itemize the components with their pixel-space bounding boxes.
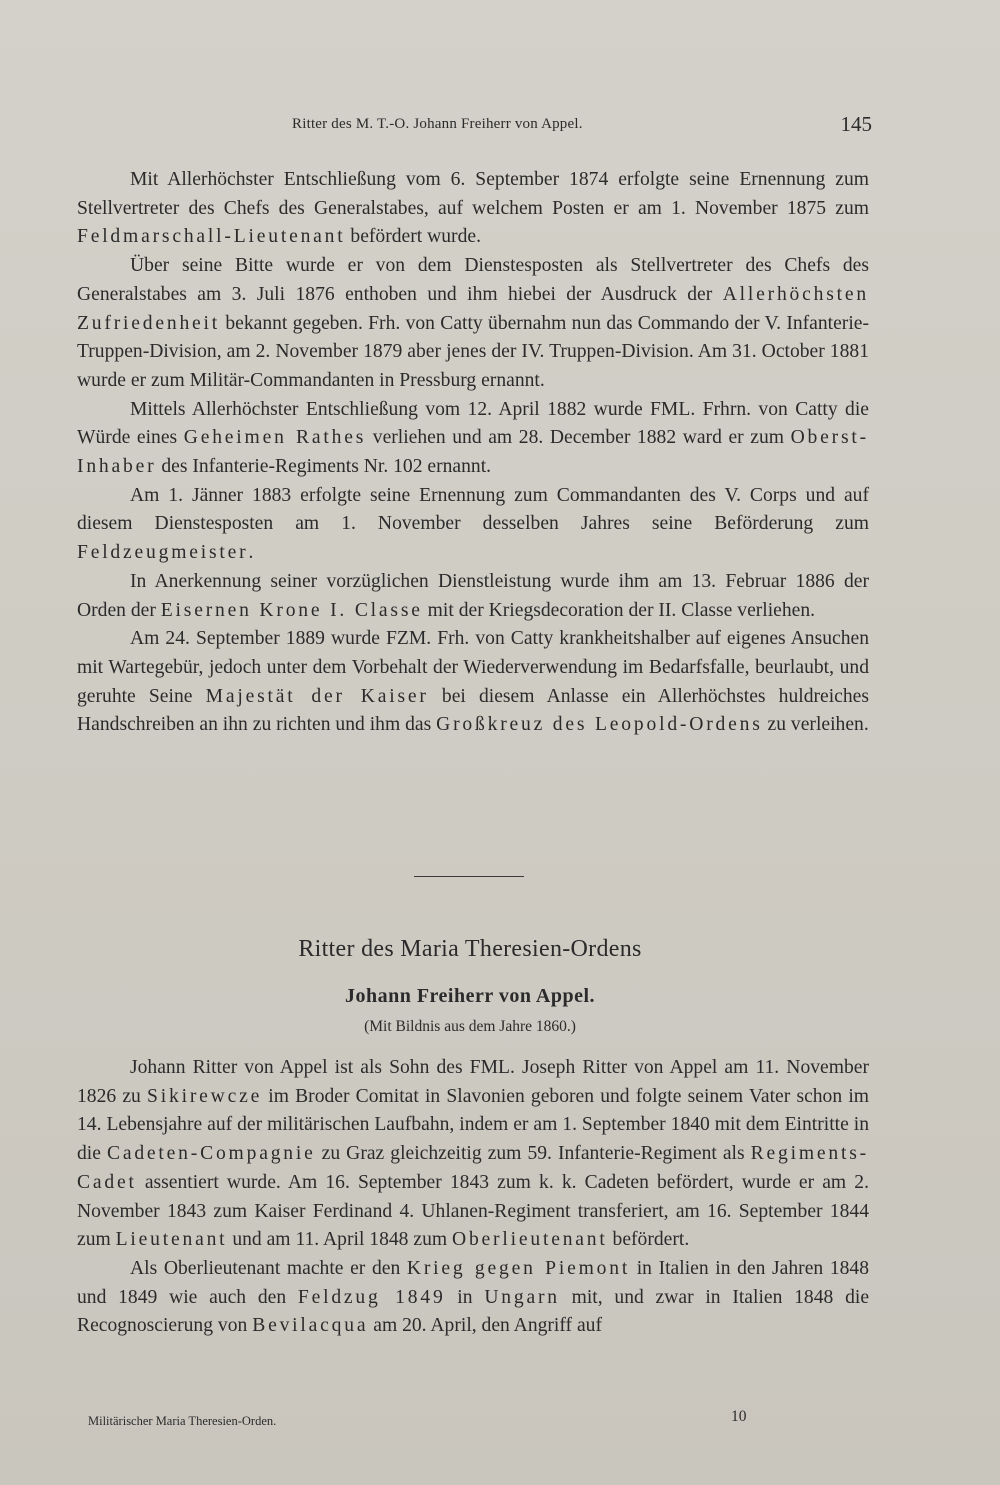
paragraph-4 <box>77 482 869 568</box>
spaced-term: Feldzug 1849 <box>297 1286 446 1308</box>
text-span: zu Graz gleichzeitig zum 59. Infanterie-Regiment als <box>315 1143 751 1165</box>
spaced-term: Bevilacqua <box>252 1315 369 1337</box>
text-span: im Broder Comitat in Slavonien geboren und folgte seinem Vater schon im 14. Lebensjahre auf der militärischen Laufbahn, indem er am 1. September 1840 mit dem Eintritte in die <box>77 1085 870 1165</box>
spaced-term: Oberlieutenant <box>452 1229 608 1251</box>
paragraph-5 <box>77 568 869 625</box>
portrait-note: (Mit Bildnis aus dem Jahre 1860.) <box>364 1018 576 1035</box>
lower-text-block <box>77 1054 869 1341</box>
page-number: 145 <box>840 112 872 136</box>
upper-text-block <box>77 166 869 740</box>
spaced-term: Geheimen Rathes <box>183 427 367 449</box>
text-span: Über seine Bitte wurde er von dem Dienstesposten als Stellvertreter des Chefs des Generalstabes am 3. Juli 1876 enthoben und ihm hiebei der Ausdruck der <box>77 255 869 305</box>
spaced-term: Ungarn <box>484 1286 560 1308</box>
text-span: Mittels Allerhöchster Entschließung vom 12. April 1882 wurde FML. Frhrn. von Catty die Würde eines <box>77 398 869 449</box>
text-span: am 20. April, den Angriff auf <box>368 1315 602 1337</box>
spaced-term: Sikirewcze <box>147 1085 263 1107</box>
text-span: In Anerkennung seiner vorzüglichen Dienstleistung wurde ihm am 13. Februar 1886 der Orden der <box>77 570 869 621</box>
text-span: . <box>248 542 254 564</box>
paragraph-7 <box>77 1054 869 1255</box>
text-span: befördert wurde. <box>345 226 481 248</box>
spaced-term: Cadeten-Compagnie <box>106 1143 316 1165</box>
running-header <box>292 112 872 140</box>
section-title: Ritter des Maria Theresien-Ordens <box>298 936 642 962</box>
spaced-term: Allerhöchsten Zufriedenheit <box>77 283 869 334</box>
paragraph-1 <box>77 166 869 252</box>
text-span: Mit Allerhöchster Entschließung vom 6. September 1874 erfolgte seine Ernennung zum Stellvertreter des Chefs des Generalstabes, auf welchem Posten er am 1. November 1875 zum <box>77 169 869 219</box>
spaced-term: Eisernen Krone I. Classe <box>160 599 423 621</box>
text-span: bekannt gegeben. Frh. von Catty übernahm nun das Commando der V. Infanterie-Truppen-Division, am 2. November 1879 aber jenes der IV. Truppen-Division. Am 31. October 1881 wurde er zum Militär-Commandanten in Pressburg ernannt. <box>77 312 869 391</box>
text-span: bei diesem Anlasse ein Allerhöchstes huldreiches Handschreiben an ihn zu richten und ihm das <box>77 685 869 736</box>
text-span: Am 24. September 1889 wurde FZM. Frh. von Catty krankheitshalber auf eigenes Ansuchen mit Wartegebür, jedoch unter dem Vorbehalt der Wiederverwendung im Bedarfsfalle, beurlaubt, und geruhte Seine <box>77 628 869 707</box>
spaced-term: Regiments-Cadet <box>77 1143 869 1193</box>
text-span: des Infanterie-Regiments Nr. 102 ernannt. <box>156 456 492 478</box>
paragraph-6 <box>77 625 869 740</box>
text-span: mit der Kriegsdecoration der II. Classe verliehen. <box>422 599 816 621</box>
spaced-term: Feldzeugmeister <box>77 542 249 564</box>
paragraph-3 <box>77 396 869 482</box>
section-subtitle: Johann Freiherr von Appel. <box>344 985 596 1007</box>
spaced-term: Majestät der Kaiser <box>205 685 429 707</box>
text-span: Als Oberlieutenant machte er den <box>130 1257 407 1279</box>
section-divider <box>414 876 524 877</box>
text-span: in <box>445 1286 485 1308</box>
text-span: verliehen und am 28. December 1882 ward er zum <box>366 427 791 449</box>
text-span: Johann Ritter von Appel ist als Sohn des FML. Joseph Ritter von Appel am 11. November 1826 zu <box>77 1057 869 1107</box>
running-title: Ritter des M. T.-O. Johann Freiherr von Appel. <box>292 116 583 132</box>
paragraph-2 <box>77 252 869 396</box>
text-span: assentiert wurde. Am 16. September 1843 zum k. k. Cadeten befördert, wurde er am 2. November 1843 zum Kaiser Ferdinand 4. Uhlanen-Regiment transferiert, am 16. September 1844 zum <box>77 1171 869 1251</box>
spaced-term: Feldmarschall-Lieutenant <box>77 226 346 248</box>
footer-signature: Militärischer Maria Theresien-Orden. <box>88 1414 277 1428</box>
sheet-number: 10 <box>731 1408 747 1425</box>
paragraph-8 <box>77 1255 869 1341</box>
text-span: mit, und zwar in Italien 1848 die Recognoscierung von <box>77 1286 870 1337</box>
text-span: Am 1. Jänner 1883 erfolgte seine Ernennung zum Commandanten des V. Corps und auf diesem Dienstesposten am 1. November desselben Jahres seine Beförderung zum <box>77 484 869 535</box>
text-span: und am 11. April 1848 zum <box>227 1229 453 1251</box>
text-span: befördert. <box>607 1229 690 1251</box>
spaced-term: Großkreuz des Leopold-Ordens <box>436 714 763 736</box>
spaced-term: Lieutenant <box>115 1229 228 1251</box>
spaced-term: Oberst-Inhaber <box>77 427 869 478</box>
spaced-term: Krieg gegen Piemont <box>406 1257 631 1279</box>
text-span: in Italien in den Jahren 1848 und 1849 wie auch den <box>77 1257 870 1308</box>
text-span: zu verleihen. <box>762 714 869 736</box>
